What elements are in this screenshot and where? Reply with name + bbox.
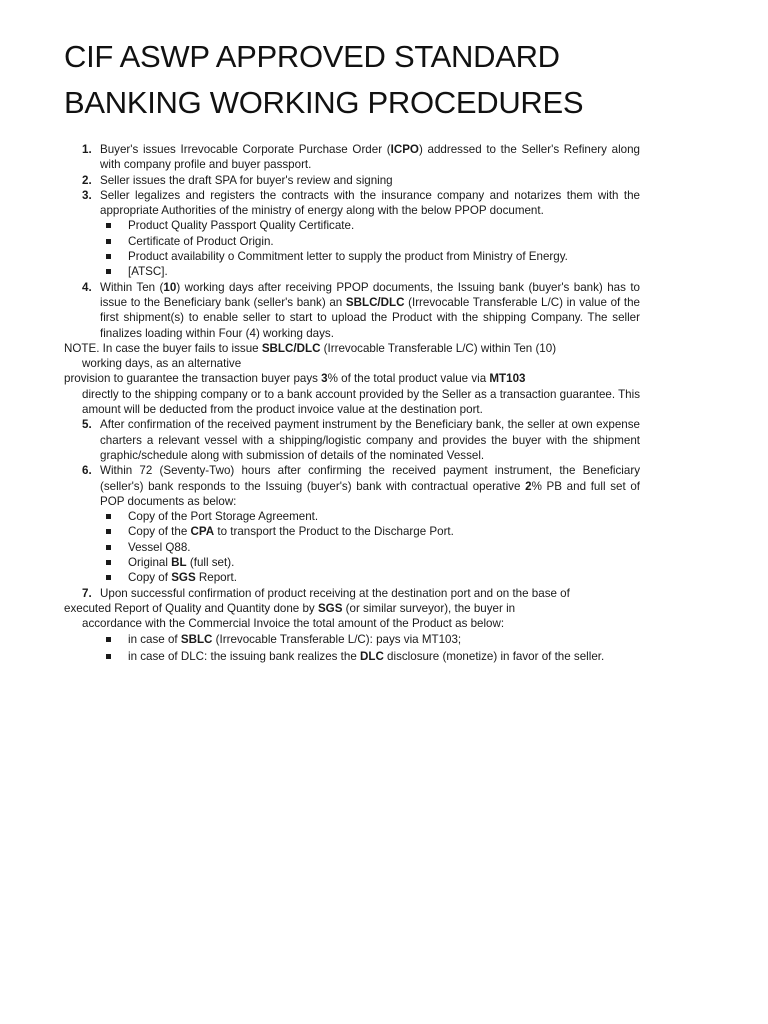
- bullet-text-c: disclosure (monetize) in favor of the seller.: [383, 649, 605, 663]
- bullet-text: Product availability o Commitment letter to supply the product from Ministry of Energy.: [128, 250, 568, 264]
- step-2-number: 2.: [82, 173, 92, 187]
- step-1-text-a: Buyer's issues Irrevocable Corporate Purchase Order (: [100, 143, 391, 156]
- step-4-text-e: (Irrevocable Transferable L/C) in value of the first shipment(s) to enable seller to start to upload the Product with the shipping Company. The seller finalizes loading within Four (4) working days.: [100, 295, 640, 340]
- square-bullet-icon: [106, 514, 111, 519]
- step-7-text-b: executed Report of Quality and Quantity done by: [64, 601, 318, 615]
- bullet-text-c: (Irrevocable Transferable L/C): pays via MT103;: [212, 632, 462, 646]
- note-line-4: directly to the shipping company or to a bank account provided by the Seller as a transaction guarantee. This amount will be deducted from the product invoice value at the destination port.: [82, 387, 640, 417]
- cpa-term: CPA: [190, 525, 215, 539]
- step-6-bullet: [82, 524, 640, 539]
- note-line-2: working days, as an alternative: [82, 357, 242, 371]
- note-text-a: NOTE. In case the buyer fails to issue: [64, 341, 262, 355]
- step-4: [82, 280, 640, 341]
- note-sblc-dlc-term: SBLC/DLC: [261, 341, 321, 355]
- step-4-text-c: ) working days after receiving PPOP documents, the Issuing bank (buyer's bank) has to issue to the Beneficiary bank (seller's bank) an: [100, 280, 640, 309]
- bullet-text-a: Original: [128, 556, 172, 570]
- step-3: [82, 188, 640, 219]
- note-text-c: (Irrevocable Transferable L/C) within Ten (10): [320, 341, 557, 355]
- step-6-text-a: Within 72 (Seventy-Two) hours after confirming the received payment instrument, the Beneficiary (seller's) bank responds to the Issuing (buyer's) bank with contractual operative: [100, 464, 640, 493]
- icpo-term: ICPO: [390, 143, 419, 156]
- bullet-text-a: Copy of: [128, 571, 172, 585]
- document-title: [64, 34, 714, 126]
- step-3-text: Seller legalizes and registers the contracts with the insurance company and notarizes them with the appropriate Authorities of the ministry of energy along with the below PPOP document.: [100, 188, 640, 218]
- note-text-e: provision to guarantee the transaction buyer pays: [64, 372, 322, 386]
- step-2: [82, 173, 640, 188]
- step-7-text-d: (or similar surveyor), the buyer in: [342, 601, 516, 615]
- note-text-g: % of the total product value via: [327, 372, 490, 386]
- step-7-bullet: [82, 649, 640, 664]
- step-7-line-2: [64, 601, 640, 616]
- step-1-number: 1.: [82, 143, 92, 156]
- step-5-number: 5.: [82, 418, 92, 432]
- bullet-text-a: in case of: [128, 632, 181, 646]
- step-3-bullet: [82, 249, 640, 264]
- bl-term: BL: [171, 556, 187, 570]
- bullet-text: Certificate of Product Origin.: [128, 234, 274, 248]
- procedure-list: [64, 142, 641, 664]
- step-4-number: 4.: [82, 280, 92, 294]
- note-line-1: [64, 341, 640, 356]
- step-3-bullet: [82, 234, 640, 249]
- bullet-text: [ATSC].: [128, 265, 168, 279]
- ten-days-term: 10: [163, 280, 177, 294]
- step-6-bullet: [82, 509, 640, 524]
- step-7-text-a: Upon successful confirmation of product receiving at the destination port and on the base of: [100, 586, 570, 600]
- step-7-line-3: accordance with the Commercial Invoice the total amount of the Product as below:: [82, 617, 505, 631]
- step-7-sgs-term: SGS: [317, 601, 343, 615]
- square-bullet-icon: [106, 654, 111, 659]
- square-bullet-icon: [106, 254, 111, 259]
- bullet-text: Copy of the Port Storage Agreement.: [128, 510, 319, 524]
- step-6-bullet: [82, 570, 640, 585]
- note-line-3: [64, 371, 640, 386]
- step-5-text: After confirmation of the received payment instrument by the Beneficiary bank, the seller at own expense charters a relevant vessel with a shipping/logistic company and provides the buyer with the shipment graphic/schedule along with submission of details of the nominated Vessel.: [100, 418, 640, 462]
- step-6-text-c: % PB and full set of POP documents as below:: [100, 479, 641, 508]
- square-bullet-icon: [106, 575, 111, 580]
- step-7-number: 7.: [82, 586, 92, 600]
- step-3-number: 3.: [82, 188, 92, 202]
- square-bullet-icon: [106, 223, 111, 228]
- step-3-bullet: [82, 264, 640, 279]
- step-1: [82, 142, 640, 173]
- step-6-number: 6.: [82, 464, 92, 478]
- step-5: [82, 417, 640, 463]
- square-bullet-icon: [106, 545, 111, 550]
- mt103-term: MT103: [489, 372, 526, 386]
- step-1-text-c: ) addressed to the Seller's Refinery along with company profile and buyer passport.: [100, 143, 641, 172]
- pb-percent-term: 2: [525, 479, 532, 493]
- note-block: [64, 341, 640, 417]
- step-3-bullet: [82, 218, 640, 233]
- bullet-text-c: Report.: [195, 571, 237, 585]
- title-line-2: BANKING WORKING PROCEDURES: [64, 85, 584, 120]
- bullet-text-c: to transport the Product to the Discharge Port.: [214, 525, 454, 539]
- step-2-text: Seller issues the draft SPA for buyer's review and signing: [100, 173, 393, 187]
- sblc-term: SBLC: [180, 632, 213, 646]
- bullet-text-c: (full set).: [186, 556, 235, 570]
- step-6: [82, 463, 640, 509]
- square-bullet-icon: [106, 239, 111, 244]
- sgs-term: SGS: [171, 571, 196, 585]
- title-line-1: CIF ASWP APPROVED STANDARD: [64, 39, 560, 74]
- bullet-text-a: in case of DLC: the issuing bank realizes the: [128, 649, 360, 663]
- bullet-text-a: Copy of the: [128, 525, 191, 539]
- square-bullet-icon: [106, 560, 111, 565]
- dlc-term: DLC: [360, 649, 384, 663]
- sblc-dlc-term: SBLC/DLC: [345, 295, 405, 309]
- percent-term: 3: [321, 372, 328, 386]
- step-7: [82, 586, 640, 601]
- square-bullet-icon: [106, 637, 111, 642]
- bullet-text: Product Quality Passport Quality Certificate.: [128, 219, 355, 233]
- bullet-text: Vessel Q88.: [128, 540, 191, 554]
- square-bullet-icon: [106, 269, 111, 274]
- step-7-bullet: [82, 632, 640, 647]
- step-6-bullet: [82, 555, 640, 570]
- step-7-continuation: [64, 601, 640, 632]
- step-4-text-a: Within Ten (: [100, 280, 164, 294]
- step-6-bullet: [82, 540, 640, 555]
- square-bullet-icon: [106, 529, 111, 534]
